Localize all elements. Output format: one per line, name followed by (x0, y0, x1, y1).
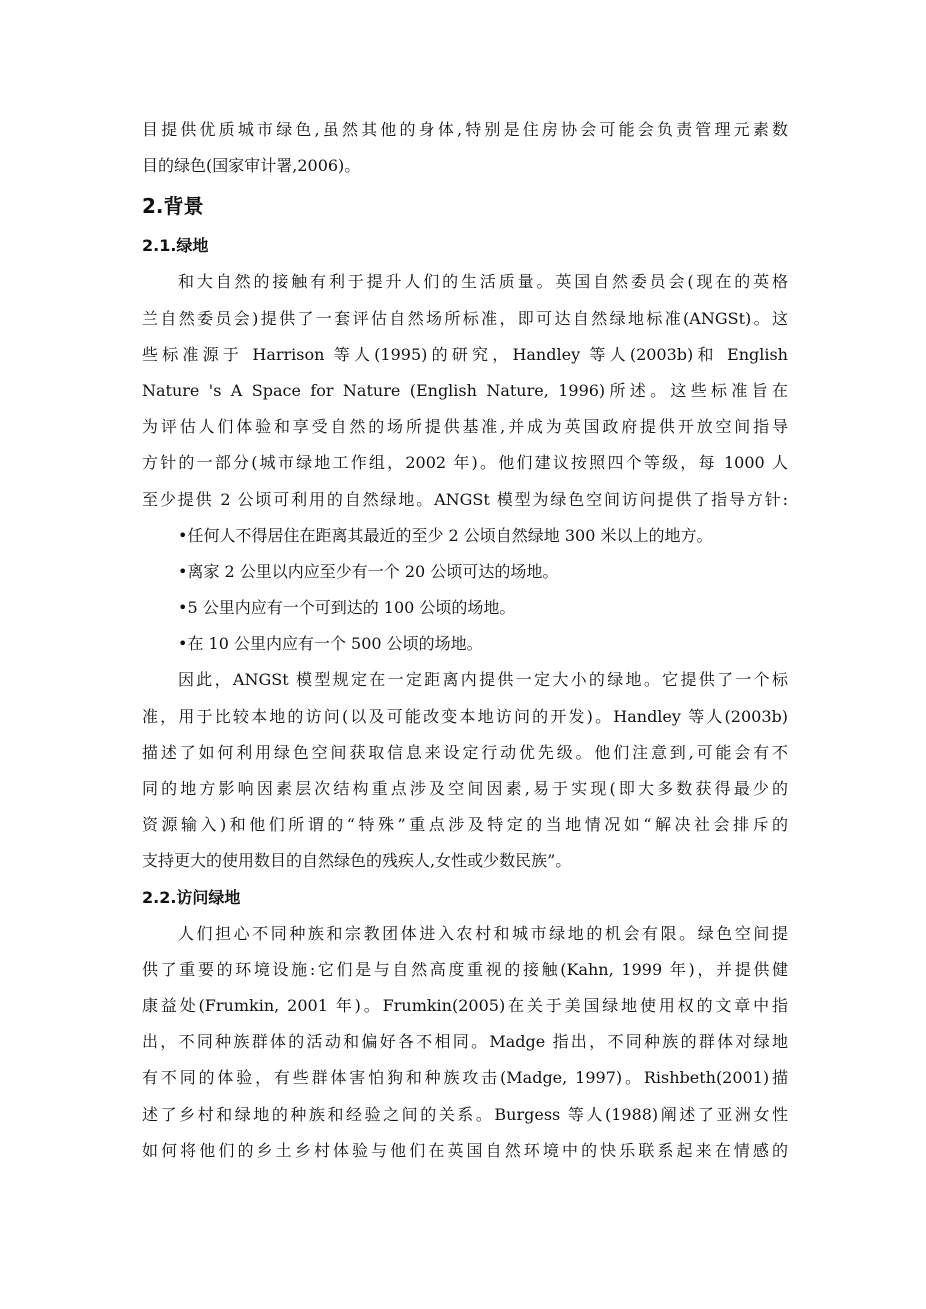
text-line: 出，不同种族群体的活动和偏好各不相同。Madge 指出，不同种族的群体对绿地 (142, 1032, 788, 1052)
text-line: 资源输入)和他们所谓的“特殊”重点涉及特定的当地情况如“解决社会排斥的 (142, 815, 788, 835)
paragraph-angst (142, 662, 788, 879)
subsection-heading: 2.1.绿地 (142, 236, 209, 256)
text-line: 供了重要的环境设施:它们是与自然高度重视的接触(Kahn, 1999 年)，并提供健 (142, 959, 788, 979)
text-line: 人们担心不同种族和宗教团体进入农村和城市绿地的机会有限。绿色空间提 (178, 923, 788, 943)
subsection-heading: 2.2.访问绿地 (142, 887, 241, 907)
text-line: 目的绿色(国家审计署,2006)。 (142, 156, 361, 176)
text-line: Nature 's A Space for Nature (English Nature, 1996)所述。这些标准旨在 (142, 380, 788, 400)
list-item: •5 公里内应有一个可到达的 100 公顷的场地。 (178, 598, 516, 618)
text-line: 和大自然的接触有利于提升人们的生活质量。英国自然委员会(现在的英格 (178, 272, 788, 292)
list-item: •离家 2 公里以内应至少有一个 20 公顷可达的场地。 (178, 561, 559, 581)
text-line: 为评估人们体验和享受自然的场所提供基准,并成为英国政府提供开放空间指导 (142, 417, 788, 437)
text-line: 如何将他们的乡土乡村体验与他们在英国自然环境中的快乐联系起来在情感的 (142, 1140, 788, 1160)
text-line: 康益处(Frumkin, 2001 年)。Frumkin(2005)在关于美国绿地使用权的文章中指 (142, 995, 788, 1015)
list-item: •在 10 公里内应有一个 500 公顷的场地。 (178, 634, 483, 654)
text-line: 述了乡村和绿地的种族和经验之间的关系。Burgess 等人(1988)阐述了亚洲女性 (142, 1104, 788, 1124)
text-line: 至少提供 2 公顷可利用的自然绿地。ANGSt 模型为绿色空间访问提供了指导方针: (142, 489, 788, 509)
bullet-list (142, 518, 788, 663)
paragraph-green-space (142, 264, 788, 517)
intro-paragraph (142, 112, 788, 184)
text-line: 支持更大的使用数目的自然绿色的残疾人,女性或少数民族”。 (142, 851, 572, 871)
document-page (142, 112, 788, 1169)
text-line: 些标准源于 Harrison 等人(1995)的研究，Handley 等人(2003b)和 English (142, 344, 788, 364)
section-heading: 2.背景 (142, 194, 204, 219)
text-line: 因此，ANGSt 模型规定在一定距离内提供一定大小的绿地。它提供了一个标 (178, 670, 788, 690)
paragraph-access (142, 916, 788, 1169)
text-line: 兰自然委员会)提供了一套评估自然场所标准，即可达自然绿地标准(ANGSt)。这 (142, 308, 788, 328)
text-line: 方针的一部分(城市绿地工作组，2002 年)。他们建议按照四个等级，每 1000 人 (142, 453, 788, 473)
text-line: 同的地方影响因素层次结构重点涉及空间因素,易于实现(即大多数获得最少的 (142, 779, 788, 798)
text-line: 目提供优质城市绿色,虽然其他的身体,特别是住房协会可能会负责管理元素数 (142, 120, 788, 139)
list-item: •任何人不得居住在距离其最近的至少 2 公顷自然绿地 300 米以上的地方。 (178, 525, 713, 545)
text-line: 描述了如何利用绿色空间获取信息来设定行动优先级。他们注意到,可能会有不 (142, 742, 788, 762)
text-line: 准，用于比较本地的访问(以及可能改变本地访问的开发)。Handley 等人(2003b) (142, 706, 788, 726)
text-line: 有不同的体验，有些群体害怕狗和种族攻击(Madge, 1997)。Rishbeth(2001)描 (142, 1068, 788, 1088)
